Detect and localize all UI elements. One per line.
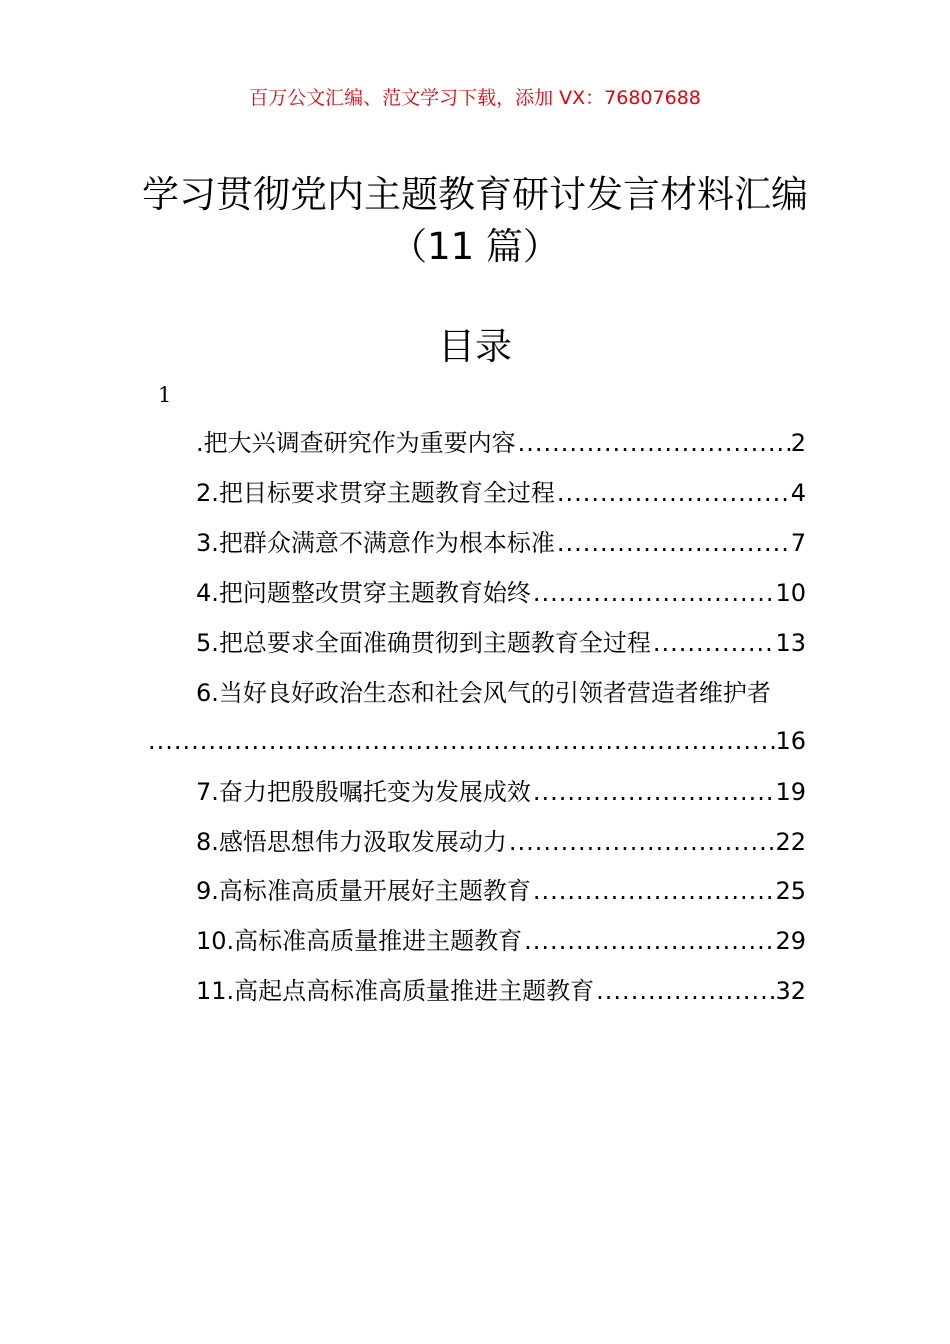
toc-leader-dots (146, 723, 775, 759)
toc-entry-2[interactable] (196, 475, 806, 511)
toc-entry-6-line1[interactable] (196, 675, 806, 711)
toc-entry-label: .把大兴调查研究作为重要内容 (196, 429, 516, 457)
toc-entry-3[interactable] (196, 525, 806, 561)
toc-entry-label: 8.感悟思想伟力汲取发展动力 (196, 828, 507, 856)
toc-entry-page: 16 (775, 727, 806, 755)
toc-leader-dots (531, 873, 776, 909)
toc-entry-7[interactable] (196, 774, 806, 810)
header-note: 百万公文汇编、范文学习下载，添加 VX：76807688 (249, 87, 701, 109)
toc-leader-dots (531, 774, 776, 810)
toc-entry-9[interactable] (196, 873, 806, 909)
toc-entry-label: 11.高起点高标准高质量推进主题教育 (196, 977, 595, 1005)
toc-entry-label: 4.把问题整改贯穿主题教育始终 (196, 579, 531, 607)
toc-leader-dots (594, 973, 775, 1009)
toc-entry-11[interactable] (196, 973, 806, 1009)
toc-entry-page: 19 (775, 778, 806, 806)
toc-entry-6-line2[interactable] (146, 723, 806, 759)
page-marker: 1 (158, 383, 172, 407)
toc-entry-label: 9.高标准高质量开展好主题教育 (196, 877, 531, 905)
toc-entry-label: 7.奋力把殷殷嘱托变为发展成效 (196, 778, 531, 806)
toc-entry-label: 10.高标准高质量推进主题教育 (196, 927, 523, 955)
toc-entry-label: 6.当好良好政治生态和社会风气的引领者营造者维护者 (196, 679, 771, 707)
toc-leader-dots (651, 625, 776, 661)
toc-leader-dots (531, 575, 776, 611)
toc-entry-page: 22 (775, 828, 806, 856)
toc-entry-page: 10 (775, 579, 806, 607)
toc-entry-8[interactable] (196, 824, 806, 860)
toc-entry-label: 3.把群众满意不满意作为根本标准 (196, 529, 555, 557)
toc-entry-1[interactable] (196, 425, 806, 461)
toc-leader-dots (507, 824, 776, 860)
toc-leader-dots (555, 525, 791, 561)
toc-heading: 目录 (438, 325, 512, 368)
toc-entry-label: 5.把总要求全面准确贯彻到主题教育全过程 (196, 629, 651, 657)
toc-entry-4[interactable] (196, 575, 806, 611)
toc-leader-dots (522, 923, 775, 959)
toc-entry-page: 13 (775, 629, 806, 657)
toc-entry-5[interactable] (196, 625, 806, 661)
toc-entry-page: 25 (775, 877, 806, 905)
toc-entry-page: 32 (775, 977, 806, 1005)
toc-leader-dots (516, 425, 791, 461)
toc-entry-label: 2.把目标要求贯穿主题教育全过程 (196, 479, 555, 507)
toc-entry-page: 2 (790, 429, 806, 457)
toc-entry-10[interactable] (196, 923, 806, 959)
document-title-count: （11 篇） (390, 225, 560, 268)
toc-leader-dots (555, 475, 791, 511)
toc-entry-page: 4 (790, 479, 806, 507)
toc-entry-page: 29 (775, 927, 806, 955)
toc-entry-page: 7 (790, 529, 806, 557)
document-title: 学习贯彻党内主题教育研讨发言材料汇编 (142, 173, 808, 216)
